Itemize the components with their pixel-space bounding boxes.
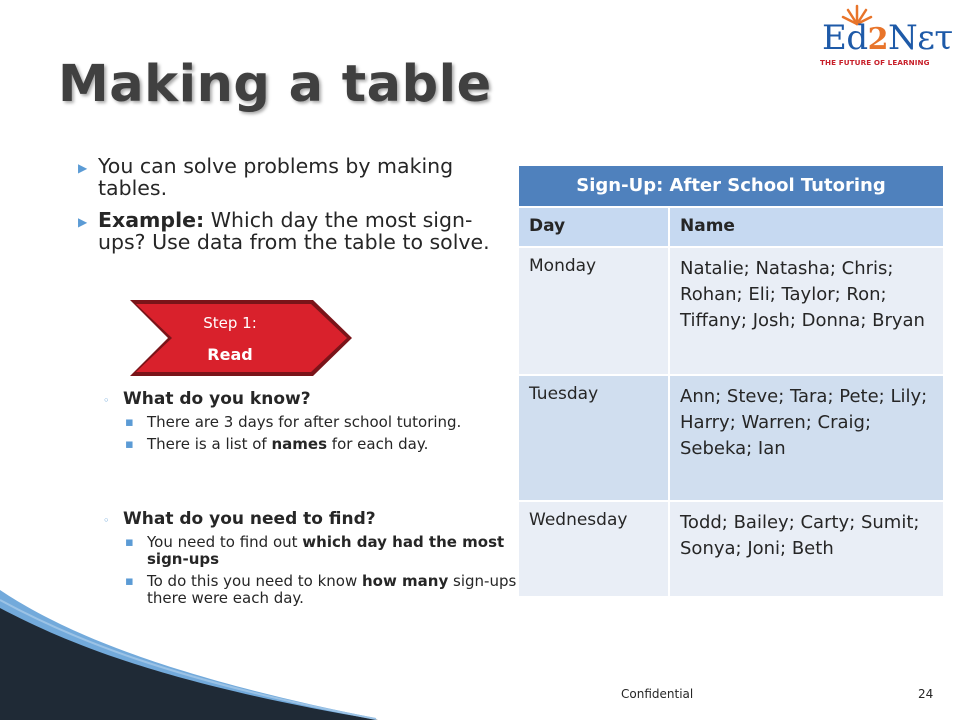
find-item: ▪ You need to find out which day had the most sign-ups	[125, 533, 505, 568]
dot-bullet-icon: ▪	[125, 415, 134, 430]
table-title: Sign-Up: After School Tutoring	[519, 166, 943, 206]
day-cell: Wednesday	[519, 502, 670, 596]
arrow-bullet-icon: ▶	[78, 215, 88, 229]
ring-bullet-icon: ◦	[103, 514, 110, 527]
slide-title: Making a table	[58, 55, 492, 114]
bullet-item: ▶ You can solve problems by making tables.	[78, 154, 454, 200]
ring-bullet-icon: ◦	[103, 394, 110, 407]
main-bullets	[78, 155, 518, 263]
bullet-item: ▶ Example: Which day the most sign-ups? Use data from the table to solve.	[78, 208, 490, 254]
page-number: 24	[918, 687, 934, 701]
table-row	[519, 500, 943, 596]
logo-wordmark: Ed2Nετ	[822, 18, 953, 58]
arrow-bullet-icon: ▶	[78, 161, 88, 175]
signup-table	[519, 166, 943, 596]
step-arrow-shape	[128, 298, 358, 378]
day-cell: Monday	[519, 248, 670, 374]
know-item: ▪ There is a list of names for each day.	[125, 435, 429, 453]
logo-tagline: THE FUTURE OF LEARNING	[820, 58, 930, 67]
table-header-row	[519, 206, 943, 246]
step-number: Step 1:	[203, 314, 257, 332]
ed2net-logo	[818, 2, 953, 72]
table-row	[519, 374, 943, 500]
example-label: Example:	[98, 208, 205, 232]
footer-confidential: Confidential	[621, 687, 694, 701]
table-row	[519, 246, 943, 374]
names-cell: Todd; Bailey; Carty; Sumit; Sonya; Joni; Beth	[680, 512, 920, 559]
dot-bullet-icon: ▪	[125, 437, 134, 452]
column-header-day: Day	[519, 208, 670, 246]
find-item: ▪ To do this you need to know how many sign-ups there were each day.	[125, 572, 517, 607]
column-header-name: Name	[680, 216, 735, 236]
names-cell: Natalie; Natasha; Chris; Rohan; Eli; Taylor; Ron; Tiffany; Josh; Donna; Bryan	[680, 258, 925, 331]
find-heading: ◦ What do you need to find?	[103, 509, 376, 529]
decorative-swoosh	[0, 590, 380, 720]
dot-bullet-icon: ▪	[125, 535, 134, 550]
step-label: Read	[207, 345, 253, 364]
names-cell: Ann; Steve; Tara; Pete; Lily; Harry; Warren; Craig; Sebeka; Ian	[680, 386, 928, 459]
dot-bullet-icon: ▪	[125, 574, 134, 589]
day-cell: Tuesday	[519, 376, 670, 500]
know-item: ▪ There are 3 days for after school tutoring.	[125, 413, 462, 431]
know-section	[103, 389, 521, 453]
know-heading: ◦ What do you know?	[103, 389, 311, 409]
